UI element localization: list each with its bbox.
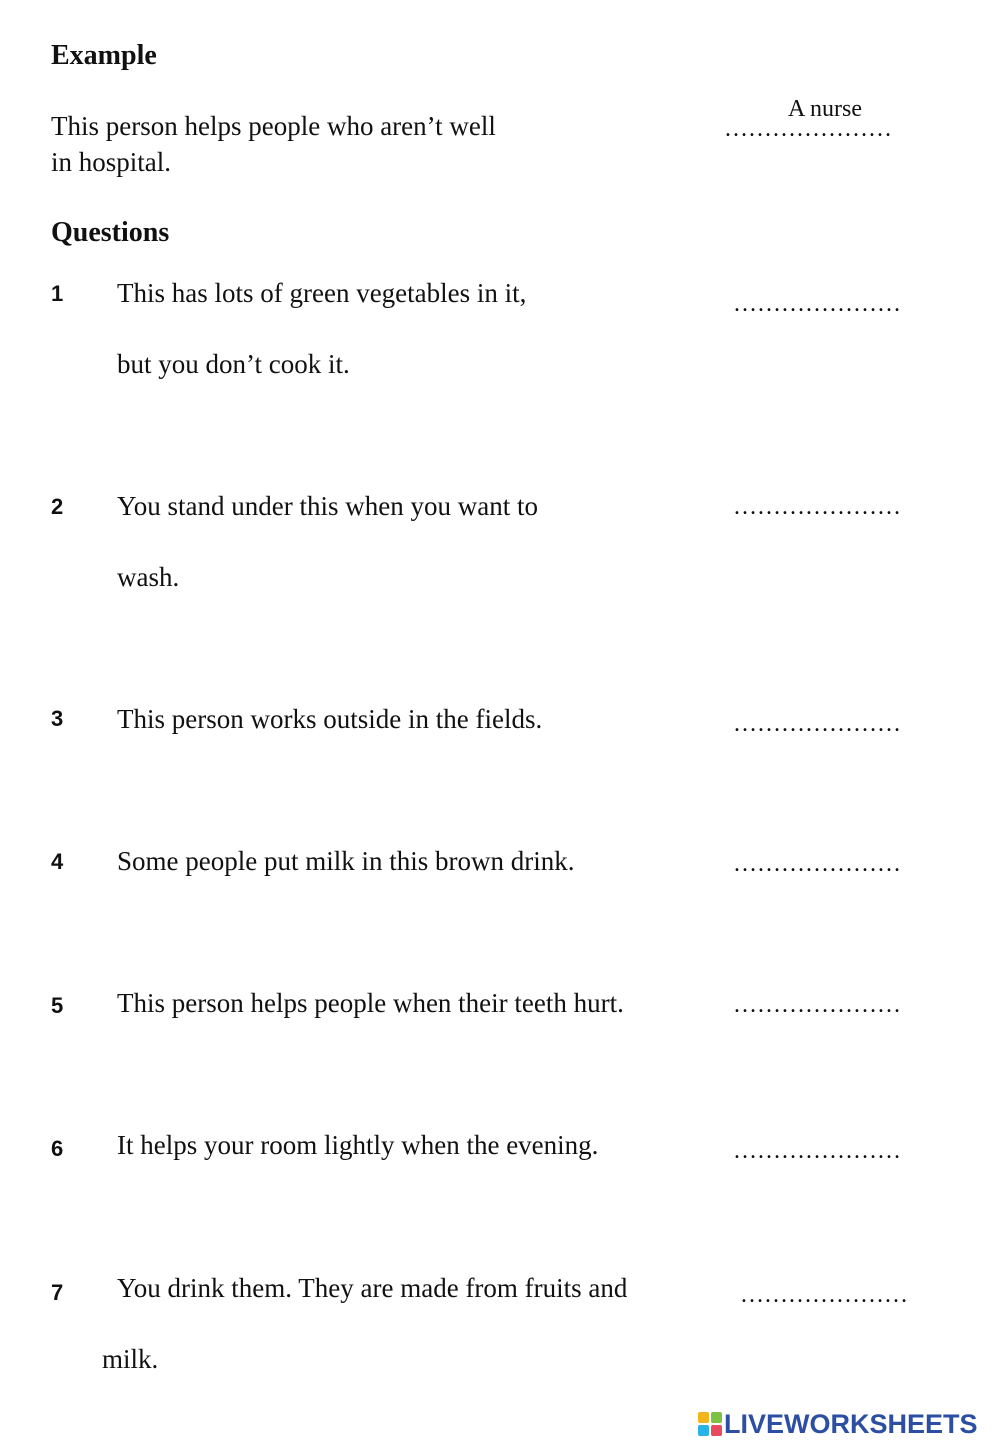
question-number: 1 (51, 281, 64, 306)
logo-block (698, 1412, 709, 1423)
example-answer-line: ………………… (724, 116, 892, 142)
question-text-line2: wash. (117, 562, 180, 592)
question-text-line1: Some people put milk in this brown drink. (117, 846, 575, 876)
example-text-line1: This person helps people who aren’t well (51, 111, 496, 141)
question-text-line1: You stand under this when you want to (117, 491, 538, 521)
liveworksheets-logo (698, 1408, 978, 1440)
logo-block (698, 1425, 709, 1436)
logo-block (711, 1425, 722, 1436)
example-answer: A nurse (788, 96, 862, 122)
answer-field[interactable]: ………………… (733, 291, 901, 317)
answer-field[interactable]: ………………… (733, 1138, 901, 1164)
logo-block (711, 1412, 722, 1423)
question-text-line1: You drink them. They are made from fruits and (117, 1273, 628, 1303)
question-text-line1: This person helps people when their teeth hurt. (117, 988, 624, 1018)
example-text-line2: in hospital. (51, 147, 171, 177)
question-number: 3 (51, 706, 64, 731)
question-text-line2: milk. (102, 1344, 159, 1374)
question-number: 4 (51, 849, 64, 874)
answer-field[interactable]: ………………… (733, 992, 901, 1018)
answer-field[interactable]: ………………… (733, 851, 901, 877)
question-number: 7 (51, 1280, 64, 1305)
answer-field[interactable]: ………………… (733, 494, 901, 520)
example-heading: Example (51, 40, 157, 71)
question-text-line1: It helps your room lightly when the evening. (117, 1130, 599, 1160)
questions-heading: Questions (51, 217, 170, 248)
question-number: 2 (51, 494, 64, 519)
question-text-line1: This person works outside in the fields. (117, 704, 543, 734)
question-number: 5 (51, 993, 64, 1018)
answer-field[interactable]: ………………… (740, 1282, 908, 1308)
logo-text: LIVEWORKSHEETS (724, 1408, 978, 1439)
question-text-line1: This has lots of green vegetables in it, (117, 278, 527, 308)
question-text-line2: but you don’t cook it. (117, 349, 350, 379)
logo-blocks-icon (698, 1412, 722, 1436)
answer-field[interactable]: ………………… (733, 711, 901, 737)
question-number: 6 (51, 1136, 64, 1161)
